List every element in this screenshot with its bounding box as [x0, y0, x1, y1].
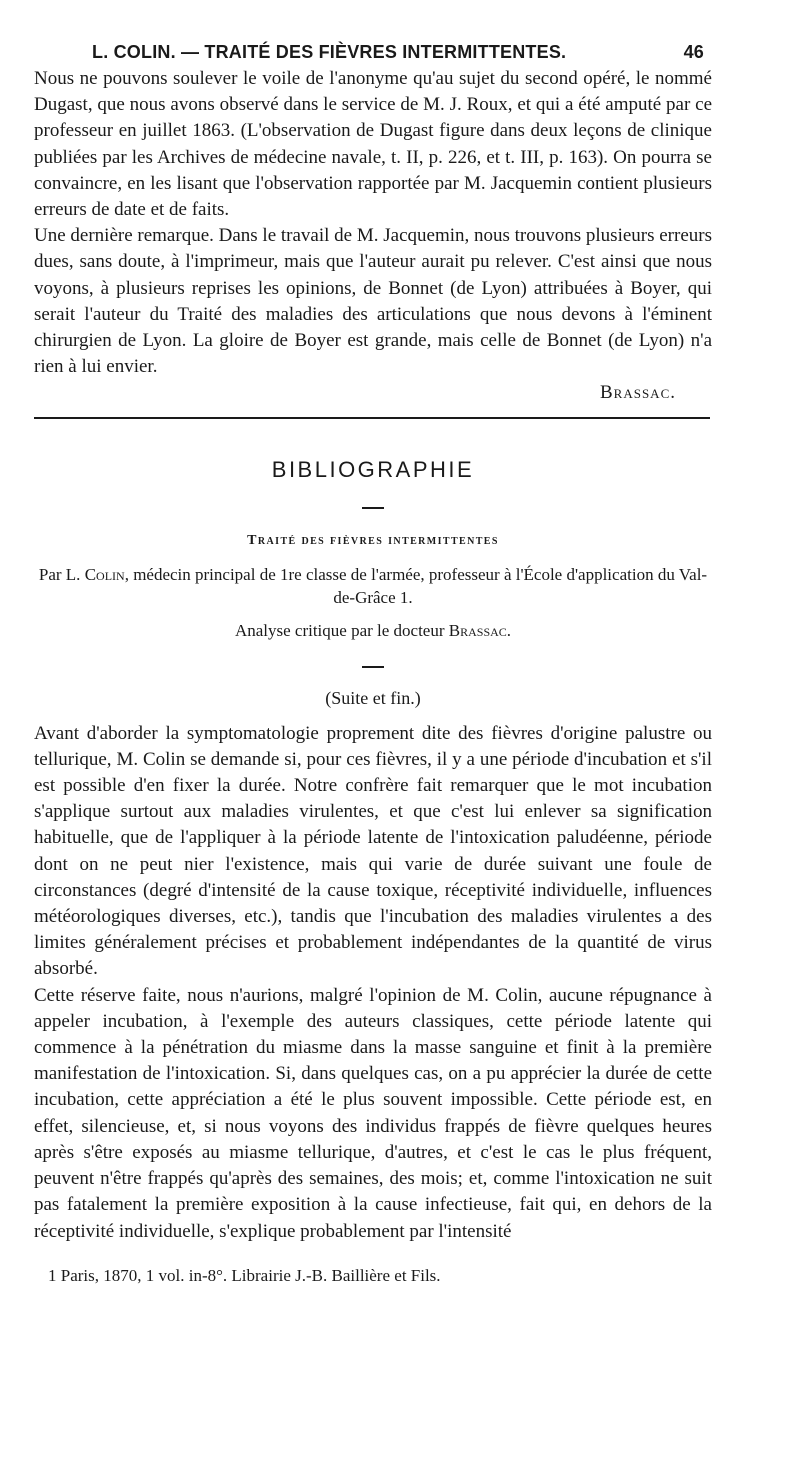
work-title: Traité des fièvres intermittentes	[247, 532, 499, 548]
analysis-line	[34, 619, 712, 642]
intro-paragraph-1-text: Nous ne pouvons soulever le voile de l'anonyme qu'au sujet du second opéré, le nommé Dugast, que nous avons observé dans le service de M. J. Roux, et qui a été amputé par ce professeur en juillet 1863. (L'observation de Dugast figure dans deux leçons de clinique publiées par les Archives de médecine navale, t. II, p. 226, et t. III, p. 163). On pourra se convaincre, en les lisant que l'observation rapportée par M. Jacquemin contient plusieurs erreurs de date et de faits.	[34, 68, 712, 221]
bibliography-heading: BIBLIOGRAPHIE	[271, 456, 475, 482]
page-number: 46	[683, 42, 704, 62]
section-rule	[34, 417, 710, 419]
intro-paragraph-2-text: Une dernière remarque. Dans le travail de M. Jacquemin, nous trouvons plusieurs erreurs dues, sans doute, à l'imprimeur, mais que l'auteur aurait pu relever. C'est ainsi que nous voyons, à plusieurs reprises les opinions, de Bonnet (de Lyon) attribuées à Boyer, qui serait l'auteur du Traité des maladies des articulations que nous devons à l'éminent chirurgien de Lyon. La gloire de Boyer est grande, mais celle de Bonnet (de Lyon) n'a rien à lui envier.	[34, 225, 712, 378]
signature-line	[34, 380, 712, 406]
analysis-name: Brassac.	[448, 620, 512, 640]
body-paragraph-2	[34, 983, 712, 1245]
intro-paragraph-2	[34, 223, 712, 380]
suite-note: (Suite et fin.)	[325, 687, 421, 708]
analysis-dash	[362, 666, 384, 668]
footnote: 1 Paris, 1870, 1 vol. in-8°. Librairie J.-B. Baillière et Fils.	[48, 1265, 441, 1285]
running-head	[34, 34, 712, 64]
author-line	[34, 563, 712, 609]
author-prefix: Par L.	[38, 564, 85, 584]
body-paragraph-2-text: Cette réserve faite, nous n'aurions, malgré l'opinion de M. Colin, aucune répugnance à appeler incubation, à l'exemple des auteurs classiques, cette période latente qui commence à la pénétration du miasme dans la masse sanguine et finit à la première manifestation de l'intoxication. Si, dans quelques cas, on a pu apprécier la durée de cette incubation, cette appréciation a été le plus souvent impossible. Cette période est, en effet, silencieuse, et, si nous voyons des individus frappés de fièvre quelques heures après s'être exposés au miasme tellurique, d'autres, et c'est le cas le plus fréquent, peuvent n'être frappés qu'après des semaines, des mois; et, comme l'intoxication ne suit pas fatalement la première exposition à la cause infectieuse, fait qui, en dehors de la réceptivité individuelle, s'explique probablement par l'intensité	[34, 984, 712, 1242]
heading-dash	[362, 507, 384, 509]
signature: Brassac.	[599, 382, 676, 404]
running-head-title: L. COLIN. — TRAITÉ DES FIÈVRES INTERMITTENTES.	[92, 42, 567, 62]
author-name: Colin	[84, 564, 125, 584]
author-rest: , médecin principal de 1re classe de l'armée, professeur à l'École d'application du Val-de-Grâce 1.	[124, 564, 708, 607]
body-paragraph-1	[34, 721, 712, 983]
body-paragraph-1-text: Avant d'aborder la symptomatologie proprement dite des fièvres d'origine palustre ou tellurique, M. Colin se demande si, pour ces fièvres, il y a une période d'incubation et s'il est possible d'en fixer la durée. Notre confrère fait remarquer que le mot incubation s'applique surtout aux maladies virulentes, et que c'est lui enlever sa signification habituelle, que de l'appliquer à la période latente de l'intoxication paludéenne, période dont on ne peut nier l'existence, mais qui varie de durée suivant une foule de circonstances (degré d'intensité de la cause toxique, réceptivité individuelle, influences météorologiques diverses, etc.), tandis que l'incubation des maladies virulentes a des limites généralement précises et probablement indépendantes de la quantité de virus absorbé.	[34, 722, 712, 980]
analysis-prefix: Analyse critique par le docteur	[234, 620, 449, 640]
intro-paragraph-1	[34, 66, 712, 223]
page	[34, 34, 712, 1287]
